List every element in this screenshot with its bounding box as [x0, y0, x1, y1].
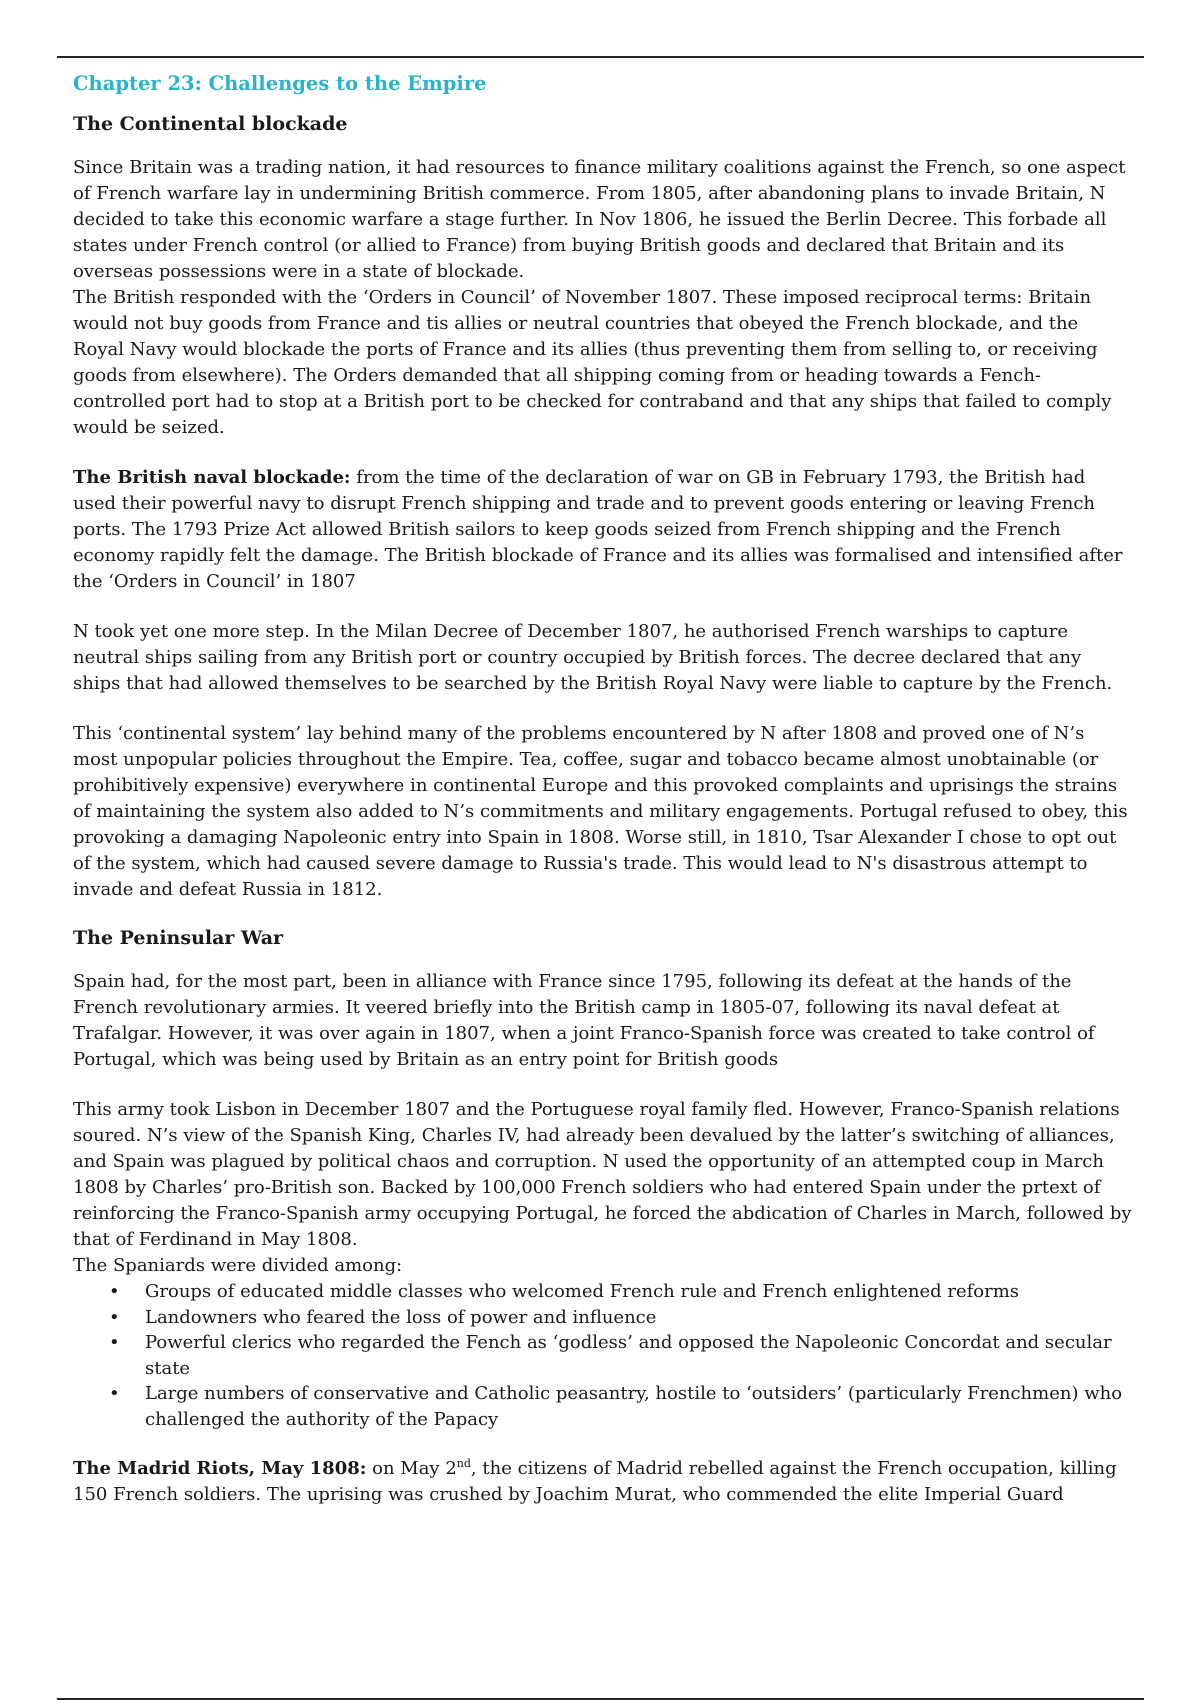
- spaniards-list: [73, 1279, 1133, 1432]
- section-heading-continental-blockade: The Continental blockade: [73, 113, 348, 135]
- paragraph-madrid-riots: The Madrid Riots, May 1808: on May 2nd, the citizens of Madrid rebelled against the French occupation, killing 150 French soldiers. The uprising was crushed by Joachim Murat, who commended the elite Imperial Guard: [73, 1457, 1117, 1505]
- madrid-riots-label: The Madrid Riots, May 1808:: [73, 1458, 367, 1479]
- bullet-icon: •: [109, 1306, 120, 1328]
- paragraph-orders-in-council: The British responded with the ‘Orders in Council’ of November 1807. These imposed reciprocal terms: Britain would not buy goods from France and tis allies or neutral countries that obeyed the French blockade, and the Royal Navy would blockade the ports of France and its allies (thus preventing them from selling to, or receiving goods from elsewhere). The Orders demanded that all shipping coming from or heading towards a Fench-controlled port had to stop at a British port to be checked for contraband and that any ships that failed to comply would be seized.: [73, 287, 1112, 438]
- chapter-title: Chapter 23: Challenges to the Empire: [73, 72, 487, 95]
- bullet-icon: •: [109, 1383, 120, 1404]
- bullet-icon: •: [109, 1281, 120, 1302]
- paragraph-spaniards-divided: The Spaniards were divided among:: [73, 1255, 403, 1276]
- paragraph-berlin-decree: Since Britain was a trading nation, it had resources to finance military coalitions against the French, so one aspect of French warfare lay in undermining British commerce. From 1805, after abandoning plans to invade Britain, N decided to take this economic warfare a stage further. In Nov 1806, he issued the Berlin Decree. This forbade all states under French control (or allied to France) from buying British goods and declared that Britain and its overseas possessions were in a state of blockade.: [73, 157, 1126, 282]
- list-item: • Landowners who feared the loss of power and influence: [145, 1305, 1133, 1331]
- list-item: • Powerful clerics who regarded the Fench as ‘godless’ and opposed the Napoleonic Concordat and secular state: [109, 1332, 1112, 1379]
- paragraph-continental-system: This ‘continental system’ lay behind many of the problems encountered by N after 1808 and proved one of N’s most unpopular policies throughout the Empire. Tea, coffee, sugar and tobacco became almost unobtainable (or prohibitively expensive) everywhere in continental Europe and this provoked complaints and uprisings the strains of maintaining the system also added to N’s commitments and military engagements. Portugal refused to obey, this provoking a damaging Napoleonic entry into Spain in 1808. Worse still, in 1810, Tsar Alexander I chose to opt out of the system, which had caused severe damage to Russia's trade. This would lead to N's disastrous attempt to invade and defeat Russia in 1812.: [73, 723, 1128, 900]
- paragraph-naval-blockade: [73, 465, 1133, 595]
- naval-blockade-label: The British naval blockade:: [73, 467, 351, 488]
- list-item: • Groups of educated middle classes who welcomed French rule and French enlightened reforms: [145, 1279, 1133, 1305]
- paragraph-milan-decree: N took yet one more step. In the Milan Decree of December 1807, he authorised French warships to capture neutral ships sailing from any British port or country occupied by British forces. The decree declared that any ships that had allowed themselves to be searched by the British Royal Navy were liable to capture by the French.: [73, 621, 1113, 694]
- bullet-icon: •: [109, 1332, 120, 1353]
- paragraph-lisbon: This army took Lisbon in December 1807 and the Portuguese royal family fled. However, Franco-Spanish relations soured. N’s view of the Spanish King, Charles IV, had already been devalued by the latter’s switching of alliances, and Spain was plagued by political chaos and corruption. N used the opportunity of an attempted coup in March 1808 by Charles’ pro-British son. Backed by 100,000 French soldiers who had entered Spain under the prtext of reinforcing the Franco-Spanish army occupying Portugal, he forced the abdication of Charles in March, followed by that of Ferdinand in May 1808.: [73, 1099, 1132, 1250]
- top-rule: [57, 56, 1144, 58]
- section-heading-peninsular-war: The Peninsular War: [73, 927, 284, 949]
- paragraph-spain-alliance: Spain had, for the most part, been in alliance with France since 1795, following its defeat at the hands of the French revolutionary armies. It veered briefly into the British camp in 1805-07, following its naval defeat at Trafalgar. However, it was over again in 1807, when a joint Franco-Spanish force was created to take control of Portugal, which was being used by Britain as an entry point for British goods: [73, 971, 1095, 1070]
- list-item: • Large numbers of conservative and Catholic peasantry, hostile to ‘outsiders’ (particularly Frenchmen) who challenged the authority of the Papacy: [109, 1383, 1123, 1430]
- document-page: [73, 68, 1133, 1508]
- naval-blockade-text: from the time of the declaration of war on GB in February 1793, the British had used their powerful navy to disrupt French shipping and trade and to prevent goods entering or leaving French ports. The 1793 Prize Act allowed British sailors to keep goods seized from French shipping and the French economy rapidly felt the damage. The British blockade of France and its allies was formalised and intensified after the ‘Orders in Council’ in 1807: [73, 467, 1123, 592]
